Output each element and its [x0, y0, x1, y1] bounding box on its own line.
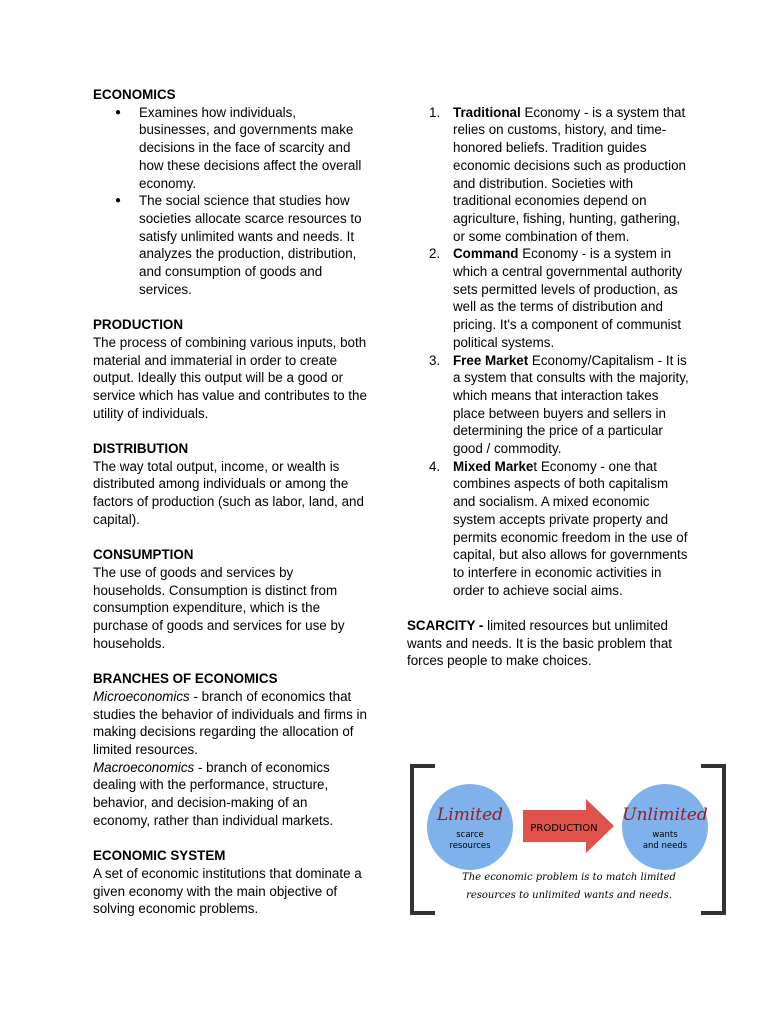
macroeconomics-text: - branch of economics dealing with the performance, structure, behavior, and decision-making of an economy, rather than individual markets.: [93, 759, 334, 828]
list-number: 1.: [429, 104, 441, 120]
economy-types-list: [407, 104, 692, 600]
microeconomics-term: Microeconomics: [93, 688, 190, 704]
limited-title: Limited: [436, 805, 504, 825]
microeconomics-text: - branch of economics that studies the behavior of individuals and firms in making decisions regarding the allocation of limited resources.: [93, 688, 367, 757]
macroeconomics-paragraph: [93, 759, 368, 830]
consumption-heading: CONSUMPTION: [93, 547, 194, 563]
list-item: [429, 245, 692, 351]
unlimited-sub2: and needs: [642, 841, 688, 851]
distribution-text: The way total output, income, or wealth is distributed among individuals or among the factors of production (such as labor, land, and capital).: [93, 458, 364, 527]
list-item: [429, 352, 692, 458]
limited-sub1: scarce: [456, 830, 484, 840]
arrow-label: PRODUCTION: [530, 823, 598, 834]
list-item: ● Examines how individuals, businesses, and governments make decisions in the face of scarcity and how these decisions affect the overall economy.: [139, 104, 368, 193]
list-item: [429, 458, 692, 600]
type-name: Mixed Marke: [453, 458, 534, 474]
distribution-heading: DISTRIBUTION: [93, 441, 189, 457]
list-number: 4.: [429, 458, 441, 474]
diagram-caption-line1: The economic problem is to match limited: [462, 872, 676, 883]
list-item: [429, 104, 692, 246]
list-number: 3.: [429, 352, 441, 368]
economics-heading: ECONOMICS: [93, 87, 176, 102]
limited-circle: [427, 784, 513, 870]
type-description: Economy - is a system that relies on customs, history, and time-honored beliefs. Tradition guides economic decisions such as production and distribution. Societies with traditional economies depend on agriculture, fishing, hunting, gathering, or some combination of them.: [453, 104, 686, 244]
type-description: t Economy - one that combines aspects of both capitalism and socialism. A mixed economic system accepts private property and permits economic freedom in the use of capital, but also allows for governments to interfere in economic activities in order to achieve social aims.: [453, 458, 688, 598]
type-description: Economy - is a system in which a central governmental authority sets permitted levels of production, as well as the terms of distribution and pricing. It's a component of communist political systems.: [453, 246, 683, 350]
limited-sub2: resources: [449, 841, 491, 851]
type-name: Free Market: [453, 352, 529, 368]
type-name: Traditional: [453, 104, 521, 120]
left-column: [93, 86, 368, 918]
list-item: ● The social science that studies how societies allocate scarce resources to satisfy unlimited wants and needs. It analyzes the production, distribution, and consumption of goods and services.: [139, 192, 368, 298]
economic-system-heading: ECONOMIC SYSTEM: [93, 848, 226, 864]
consumption-text: The use of goods and services by households. Consumption is distinct from consumption expenditure, which is the purchase of goods and services for use by households.: [93, 564, 345, 651]
list-number: 2.: [429, 246, 441, 262]
production-text: The process of combining various inputs, both material and immaterial in order to create output. Ideally this output will be a good or service which has value and contributes to the utility of individuals.: [93, 334, 367, 421]
microeconomics-paragraph: [93, 688, 368, 759]
economics-bullets: [93, 104, 368, 299]
economic-system-text: A set of economic institutions that dominate a given economy with the main objective of solving economic problems.: [93, 865, 362, 917]
scarcity-heading: SCARCITY -: [407, 618, 484, 634]
branches-heading: BRANCHES OF ECONOMICS: [93, 671, 278, 687]
type-description: Economy/Capitalism - It is a system that consults with the majority, which means that interaction takes place between buyers and sellers in determining the price of a particular good / commodity.: [453, 352, 689, 457]
scarcity-diagram: [409, 763, 727, 916]
type-name: Command: [453, 246, 519, 262]
diagram-caption-line2: resources to unlimited wants and needs.: [466, 890, 672, 901]
scarcity-paragraph: [407, 617, 692, 670]
unlimited-circle: [622, 784, 708, 870]
scarcity-text: limited resources but unlimited wants and needs. It is the basic problem that forces people to make choices.: [407, 618, 672, 669]
unlimited-sub1: wants: [652, 830, 678, 840]
production-heading: PRODUCTION: [93, 317, 184, 333]
macroeconomics-term: Macroeconomics: [93, 759, 195, 775]
right-column: [407, 86, 692, 670]
unlimited-title: Unlimited: [622, 805, 708, 825]
